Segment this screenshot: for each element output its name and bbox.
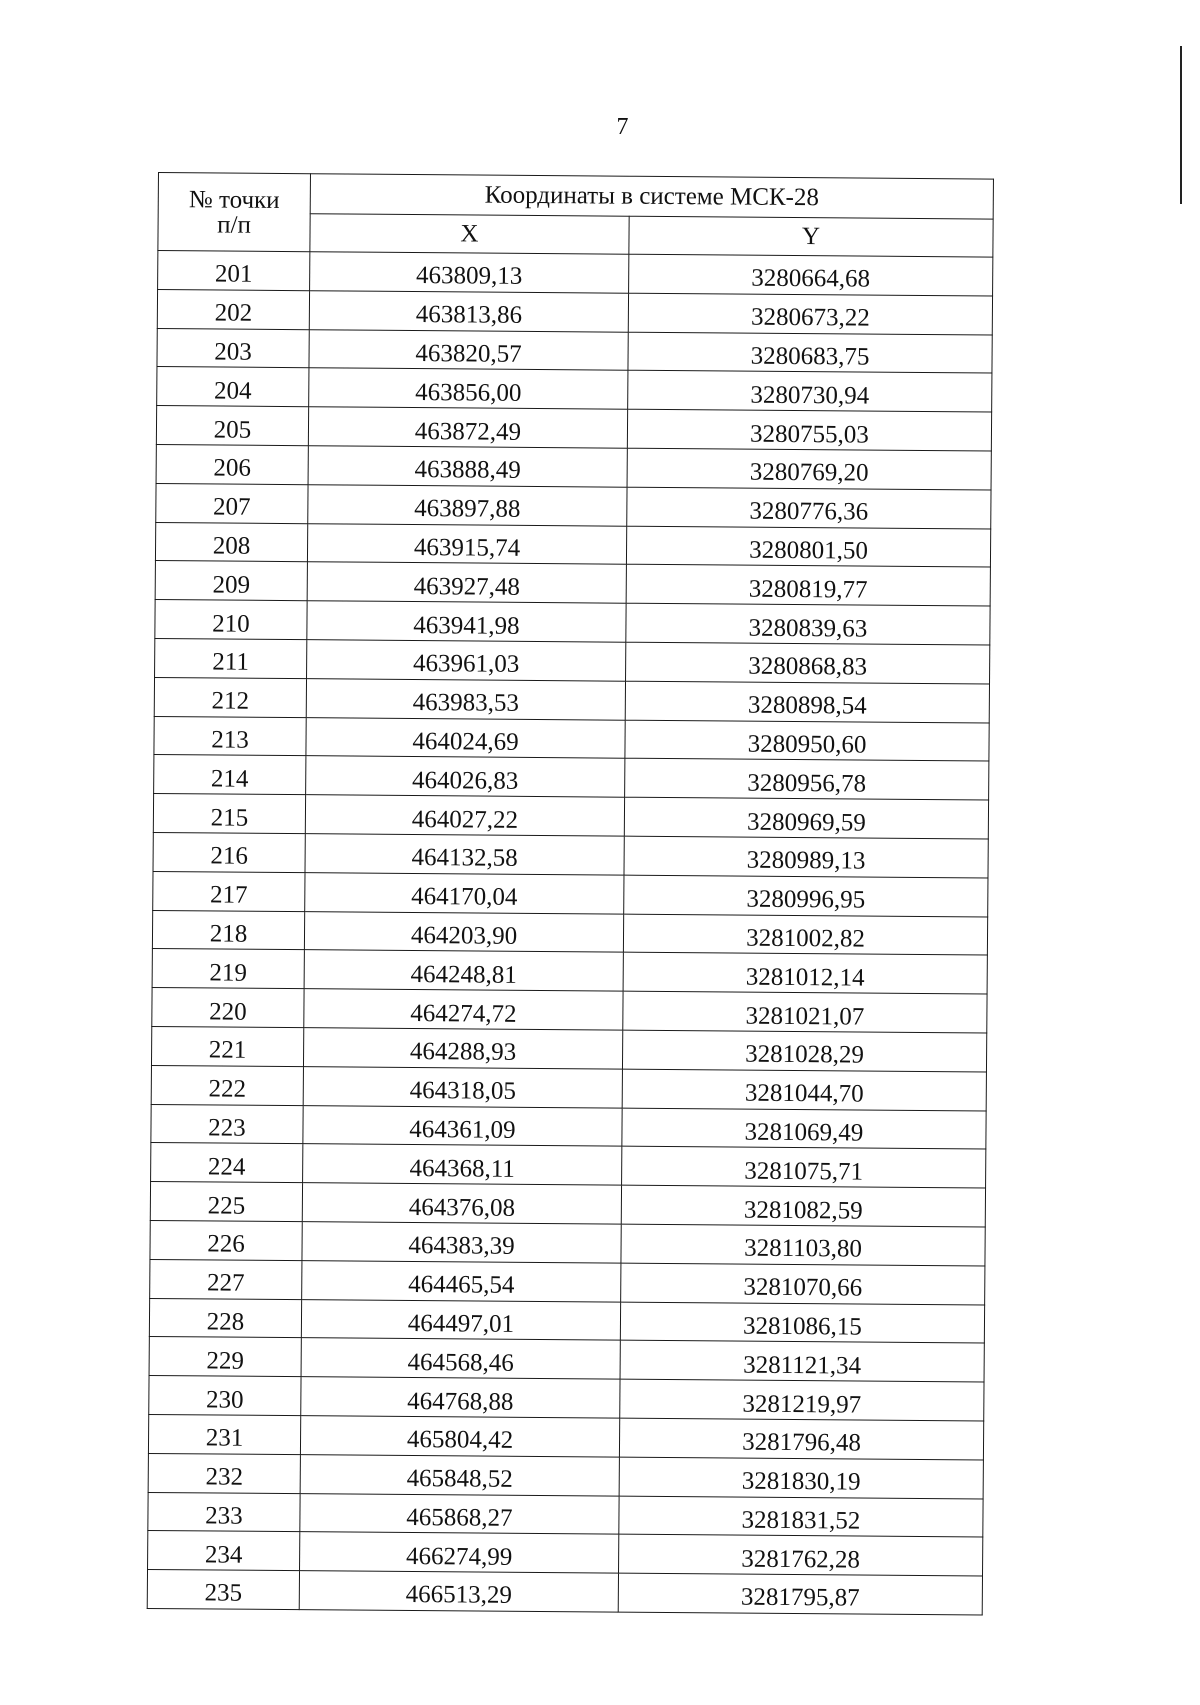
x-coordinate-cell <box>305 795 624 836</box>
y-coordinate-cell-value: 3281219,97 <box>742 1390 862 1419</box>
y-coordinate-cell <box>621 1185 985 1227</box>
table-row <box>150 1182 985 1227</box>
x-coordinate-cell-value: 464024,69 <box>412 727 519 756</box>
x-coordinate-cell-value: 463809,13 <box>415 262 523 291</box>
x-coordinate-cell-value: 463888,49 <box>414 456 521 485</box>
table-row <box>156 483 991 528</box>
x-coordinate-cell <box>301 1338 620 1379</box>
point-number-cell <box>147 1570 299 1610</box>
point-number-cell <box>156 444 308 484</box>
x-coordinate-cell-value: 463983,53 <box>412 689 520 718</box>
y-coordinate-cell <box>624 875 988 917</box>
y-coordinate-cell-value: 3280956,78 <box>747 769 867 798</box>
table-row <box>156 406 991 451</box>
point-number-cell <box>151 1143 303 1183</box>
y-coordinate-cell <box>624 797 988 839</box>
x-coordinate-cell <box>308 484 627 525</box>
x-coordinate-cell-value: 464318,05 <box>409 1077 517 1105</box>
y-coordinate-cell <box>624 836 988 878</box>
y-coordinate-cell <box>625 720 989 762</box>
y-coordinate-cell-value: 3280969,59 <box>746 808 866 837</box>
table-row <box>155 638 990 683</box>
x-coordinate-cell-value: 463915,74 <box>413 533 521 562</box>
coordinates-table <box>147 172 994 1615</box>
point-number-cell-value: 225 <box>207 1191 246 1220</box>
y-coordinate-cell-value: 3281103,80 <box>744 1234 863 1263</box>
x-coordinate-cell <box>307 640 626 681</box>
y-coordinate-cell-value: 3280898,54 <box>747 691 867 720</box>
table-row <box>151 1104 986 1149</box>
y-coordinate-cell <box>626 565 990 607</box>
point-number-cell-value: 226 <box>207 1230 245 1259</box>
y-coordinate-cell <box>622 1108 986 1150</box>
y-coordinate-cell <box>622 1069 986 1111</box>
x-coordinate-cell <box>307 601 626 642</box>
coordinates-group-header: Координаты в системе МСК-28 <box>310 174 993 219</box>
y-coordinate-cell <box>625 759 989 801</box>
x-coordinate-cell <box>303 1066 622 1107</box>
point-number-cell <box>154 677 306 717</box>
x-coordinate-cell <box>301 1299 620 1340</box>
point-number-cell-value: 209 <box>212 571 251 599</box>
y-column-header: Y <box>629 216 993 257</box>
y-coordinate-cell <box>627 487 991 529</box>
page-number: 7 <box>616 114 629 140</box>
point-number-cell <box>153 832 305 872</box>
x-coordinate-cell <box>305 872 624 913</box>
point-number-cell <box>157 367 309 407</box>
x-coordinate-cell-value: 464170,04 <box>411 883 518 911</box>
table-header <box>158 173 994 258</box>
x-coordinate-cell-value: 464027,22 <box>411 805 519 834</box>
y-coordinate-cell-value: 3280664,68 <box>751 265 871 293</box>
x-coordinate-cell-value: 463941,98 <box>413 611 520 640</box>
table-row <box>154 677 989 722</box>
point-number-cell <box>149 1337 301 1377</box>
x-coordinate-cell <box>308 407 627 448</box>
x-coordinate-cell-value: 466274,99 <box>405 1542 513 1571</box>
point-number-cell-value: 232 <box>205 1463 244 1491</box>
y-coordinate-cell-value: 3281086,15 <box>742 1312 862 1341</box>
point-number-cell-value: 228 <box>206 1308 245 1336</box>
y-coordinate-cell <box>620 1379 984 1421</box>
y-coordinate-cell <box>623 953 987 995</box>
x-coordinate-cell <box>300 1416 619 1457</box>
x-coordinate-cell-value: 464132,58 <box>411 844 518 873</box>
y-coordinate-cell-value: 3281830,19 <box>741 1467 861 1496</box>
point-number-cell <box>152 910 304 950</box>
table-row <box>155 561 990 606</box>
point-number-cell-value: 234 <box>204 1541 243 1569</box>
y-coordinate-cell <box>619 1496 983 1538</box>
y-coordinate-cell-value: 3281762,28 <box>741 1545 861 1574</box>
table-row <box>155 600 990 645</box>
x-coordinate-cell <box>300 1454 619 1495</box>
x-coordinate-cell-value: 463872,49 <box>414 417 522 446</box>
point-number-cell-value: 211 <box>212 648 250 677</box>
point-number-cell-value: 227 <box>206 1269 245 1297</box>
point-number-cell-value: 207 <box>213 493 251 521</box>
y-coordinate-cell-value: 3280868,83 <box>748 653 868 681</box>
point-number-cell <box>148 1414 300 1454</box>
y-coordinate-cell-value: 3280776,36 <box>749 497 869 526</box>
x-coordinate-cell <box>303 1028 622 1069</box>
table-row <box>148 1531 983 1576</box>
point-number-cell-value: 231 <box>205 1424 244 1453</box>
x-coordinate-cell-value: 464768,88 <box>407 1387 514 1416</box>
point-number-cell-value: 202 <box>214 299 253 327</box>
table-row <box>151 1143 986 1188</box>
point-number-cell <box>154 716 306 756</box>
x-coordinate-cell-value: 464465,54 <box>408 1271 515 1299</box>
y-coordinate-cell-value: 3280839,63 <box>748 614 868 643</box>
y-coordinate-cell-value: 3280996,95 <box>746 885 866 914</box>
point-number-cell <box>158 251 310 291</box>
point-number-cell-value: 206 <box>213 454 252 483</box>
x-coordinate-cell <box>306 756 625 797</box>
x-coordinate-cell <box>301 1377 620 1418</box>
y-coordinate-cell <box>620 1302 984 1344</box>
point-number-cell <box>156 483 308 523</box>
x-coordinate-cell <box>305 834 624 875</box>
y-coordinate-cell-value: 3280683,75 <box>750 342 870 371</box>
y-coordinate-cell-value: 3281012,14 <box>745 963 865 992</box>
point-number-cell <box>148 1453 300 1493</box>
x-coordinate-cell-value: 464274,72 <box>410 999 517 1028</box>
x-coordinate-cell-value: 464376,08 <box>408 1193 516 1222</box>
y-coordinate-cell-value: 3280769,20 <box>749 459 869 487</box>
y-coordinate-cell-value: 3280755,03 <box>749 420 869 449</box>
scan-margin-line <box>1180 46 1182 204</box>
x-coordinate-cell <box>302 1260 621 1301</box>
point-number-cell <box>154 755 306 795</box>
x-coordinate-cell-value: 464248,81 <box>410 960 517 989</box>
table-row <box>154 755 989 800</box>
x-coordinate-cell <box>300 1532 619 1573</box>
point-number-cell <box>157 328 309 368</box>
table-row <box>152 910 987 955</box>
point-number-cell-value: 222 <box>208 1075 247 1103</box>
y-coordinate-cell-value: 3281002,82 <box>746 924 865 953</box>
y-coordinate-cell <box>621 1263 985 1305</box>
point-number-cell-value: 214 <box>210 765 249 793</box>
x-coordinate-cell <box>304 989 623 1030</box>
table-row <box>148 1453 983 1498</box>
y-coordinate-cell-value: 3280989,13 <box>746 846 866 875</box>
y-coordinate-cell-value: 3281070,66 <box>743 1273 863 1302</box>
y-coordinate-cell-value: 3281075,71 <box>744 1157 864 1186</box>
x-coordinate-cell <box>299 1571 618 1612</box>
point-number-cell-value: 223 <box>208 1114 246 1142</box>
y-coordinate-cell-value: 3281082,59 <box>743 1196 863 1225</box>
x-coordinate-cell-value: 463813,86 <box>415 301 523 330</box>
x-coordinate-cell-value: 464361,09 <box>409 1115 516 1144</box>
y-coordinate-cell-value: 3281796,48 <box>742 1428 862 1457</box>
x-coordinate-cell <box>310 252 629 293</box>
point-number-cell <box>149 1298 301 1338</box>
table-row <box>153 871 988 916</box>
point-number-cell-value: 224 <box>207 1153 246 1181</box>
x-coordinate-cell-value: 464383,39 <box>408 1232 515 1261</box>
y-coordinate-cell <box>627 409 991 451</box>
point-number-cell-value: 213 <box>211 726 249 754</box>
x-coordinate-cell-value: 463856,00 <box>415 378 522 407</box>
y-coordinate-cell <box>622 1030 986 1072</box>
point-number-cell-value: 218 <box>209 920 248 948</box>
x-coordinate-cell <box>309 368 628 409</box>
y-coordinate-cell-value: 3280801,50 <box>749 536 869 565</box>
x-coordinate-cell <box>309 290 628 331</box>
point-number-cell <box>155 561 307 601</box>
point-number-cell <box>152 949 304 989</box>
y-coordinate-cell <box>628 293 992 335</box>
point-number-header <box>158 173 311 252</box>
x-coordinate-cell-value: 465868,27 <box>406 1503 513 1532</box>
table-row <box>152 949 987 994</box>
x-coordinate-cell-value: 466513,29 <box>405 1581 513 1610</box>
point-number-cell-value: 229 <box>206 1347 245 1375</box>
x-coordinate-cell-value: 464026,83 <box>411 766 519 795</box>
point-number-cell <box>153 871 305 911</box>
table-row <box>149 1337 984 1382</box>
x-coordinate-cell <box>306 678 625 719</box>
x-coordinate-cell-value: 463961,03 <box>412 650 520 679</box>
x-coordinate-cell-value: 464368,11 <box>409 1154 515 1183</box>
table-row <box>157 328 992 373</box>
table-row <box>157 367 992 412</box>
y-coordinate-cell <box>629 254 993 296</box>
table-row <box>156 444 991 489</box>
point-number-cell <box>151 1104 303 1144</box>
point-number-cell <box>152 988 304 1028</box>
x-coordinate-cell-value: 463820,57 <box>415 340 522 368</box>
point-number-cell <box>150 1259 302 1299</box>
table-row <box>151 1065 986 1110</box>
table-row <box>150 1220 985 1265</box>
point-number-cell <box>155 638 307 678</box>
point-number-cell <box>150 1182 302 1222</box>
x-column-header: X <box>310 214 629 255</box>
x-coordinate-cell <box>309 329 628 370</box>
table-body <box>147 251 993 1615</box>
table-row <box>151 1026 986 1071</box>
x-coordinate-cell <box>302 1222 621 1263</box>
point-number-cell-value: 216 <box>210 842 248 871</box>
point-number-cell <box>155 600 307 640</box>
y-coordinate-cell-value: 3280673,22 <box>750 303 870 332</box>
table-row <box>158 251 993 296</box>
table-row <box>149 1376 984 1421</box>
point-number-cell <box>156 406 308 446</box>
table-row <box>154 716 989 761</box>
x-coordinate-cell <box>306 717 625 758</box>
y-coordinate-cell <box>622 1147 986 1189</box>
y-coordinate-cell-value: 3281831,52 <box>741 1506 861 1535</box>
x-coordinate-cell <box>302 1183 621 1224</box>
y-coordinate-cell <box>619 1457 983 1499</box>
x-coordinate-cell-value: 463897,88 <box>414 495 521 524</box>
y-coordinate-cell-value: 3281028,29 <box>745 1040 865 1069</box>
y-coordinate-cell-value: 3280730,94 <box>750 381 870 410</box>
y-coordinate-cell <box>628 371 992 413</box>
point-number-cell <box>153 794 305 834</box>
point-number-cell <box>151 1065 303 1105</box>
table-row <box>152 988 987 1033</box>
point-number-header-line-1: № точки <box>188 185 280 214</box>
y-coordinate-cell-value: 3281044,70 <box>744 1079 864 1108</box>
point-number-header-line-2: п/п <box>217 210 252 239</box>
y-coordinate-cell <box>623 991 987 1033</box>
point-number-cell-value: 203 <box>214 338 252 366</box>
y-coordinate-cell <box>628 332 992 374</box>
point-number-cell-value: 230 <box>206 1385 244 1414</box>
x-coordinate-cell-value: 465804,42 <box>406 1426 514 1455</box>
point-number-cell-value: 201 <box>214 260 253 289</box>
x-coordinate-cell <box>307 562 626 603</box>
table-row <box>157 289 992 334</box>
x-coordinate-cell <box>308 446 627 487</box>
y-coordinate-cell <box>620 1340 984 1382</box>
y-coordinate-cell <box>626 642 990 684</box>
table-row <box>147 1570 982 1615</box>
y-coordinate-cell <box>619 1418 983 1460</box>
y-coordinate-cell-value: 3281795,87 <box>740 1584 860 1613</box>
y-coordinate-cell <box>618 1573 982 1615</box>
table-row <box>149 1298 984 1343</box>
point-number-cell <box>148 1492 300 1532</box>
x-coordinate-cell-value: 463927,48 <box>413 572 520 601</box>
x-coordinate-cell <box>303 1144 622 1185</box>
point-number-cell <box>148 1531 300 1571</box>
point-number-cell-value: 212 <box>211 687 250 715</box>
table-row <box>153 832 988 877</box>
point-number-cell-value: 233 <box>205 1502 243 1530</box>
point-number-cell-value: 210 <box>212 610 250 638</box>
point-number-cell-value: 205 <box>213 416 252 444</box>
point-number-cell <box>150 1220 302 1260</box>
y-coordinate-cell-value: 3281021,07 <box>745 1002 865 1031</box>
point-number-cell-value: 217 <box>209 881 248 909</box>
table-row <box>150 1259 985 1304</box>
table-row <box>155 522 990 567</box>
y-coordinate-cell-value: 3280819,77 <box>748 575 868 604</box>
header-row-top <box>158 173 993 220</box>
x-coordinate-cell-value: 465848,52 <box>406 1465 513 1493</box>
x-coordinate-cell-value: 464568,46 <box>407 1348 514 1377</box>
point-number-cell-value: 204 <box>213 377 252 405</box>
x-coordinate-cell <box>300 1493 619 1534</box>
x-coordinate-cell <box>304 950 623 991</box>
point-number-cell-value: 215 <box>210 803 249 832</box>
table-row <box>148 1414 983 1459</box>
y-coordinate-cell <box>621 1224 985 1266</box>
point-number-cell-value: 220 <box>209 997 247 1026</box>
y-coordinate-cell <box>625 681 989 723</box>
point-number-cell <box>149 1376 301 1416</box>
x-coordinate-cell-value: 464288,93 <box>409 1038 517 1067</box>
point-number-cell-value: 221 <box>208 1036 247 1065</box>
x-coordinate-cell <box>303 1105 622 1146</box>
y-coordinate-cell-value: 3281121,34 <box>743 1351 862 1380</box>
table-row <box>153 794 988 839</box>
x-coordinate-cell-value: 464203,90 <box>410 921 518 950</box>
point-number-cell-value: 208 <box>212 532 251 560</box>
point-number-cell <box>151 1026 303 1066</box>
point-number-cell-value: 219 <box>209 959 248 987</box>
x-coordinate-cell-value: 464497,01 <box>407 1309 515 1338</box>
x-coordinate-cell <box>307 523 626 564</box>
y-coordinate-cell-value: 3280950,60 <box>747 730 867 759</box>
point-number-cell-value: 235 <box>204 1579 243 1608</box>
y-coordinate-cell <box>627 448 991 490</box>
y-coordinate-cell <box>626 603 990 645</box>
point-number-cell <box>155 522 307 562</box>
x-coordinate-cell <box>304 911 623 952</box>
y-coordinate-cell <box>619 1534 983 1576</box>
y-coordinate-cell-value: 3281069,49 <box>744 1118 864 1147</box>
y-coordinate-cell <box>626 526 990 568</box>
y-coordinate-cell <box>623 914 987 956</box>
table-row <box>148 1492 983 1537</box>
point-number-cell <box>157 289 309 329</box>
